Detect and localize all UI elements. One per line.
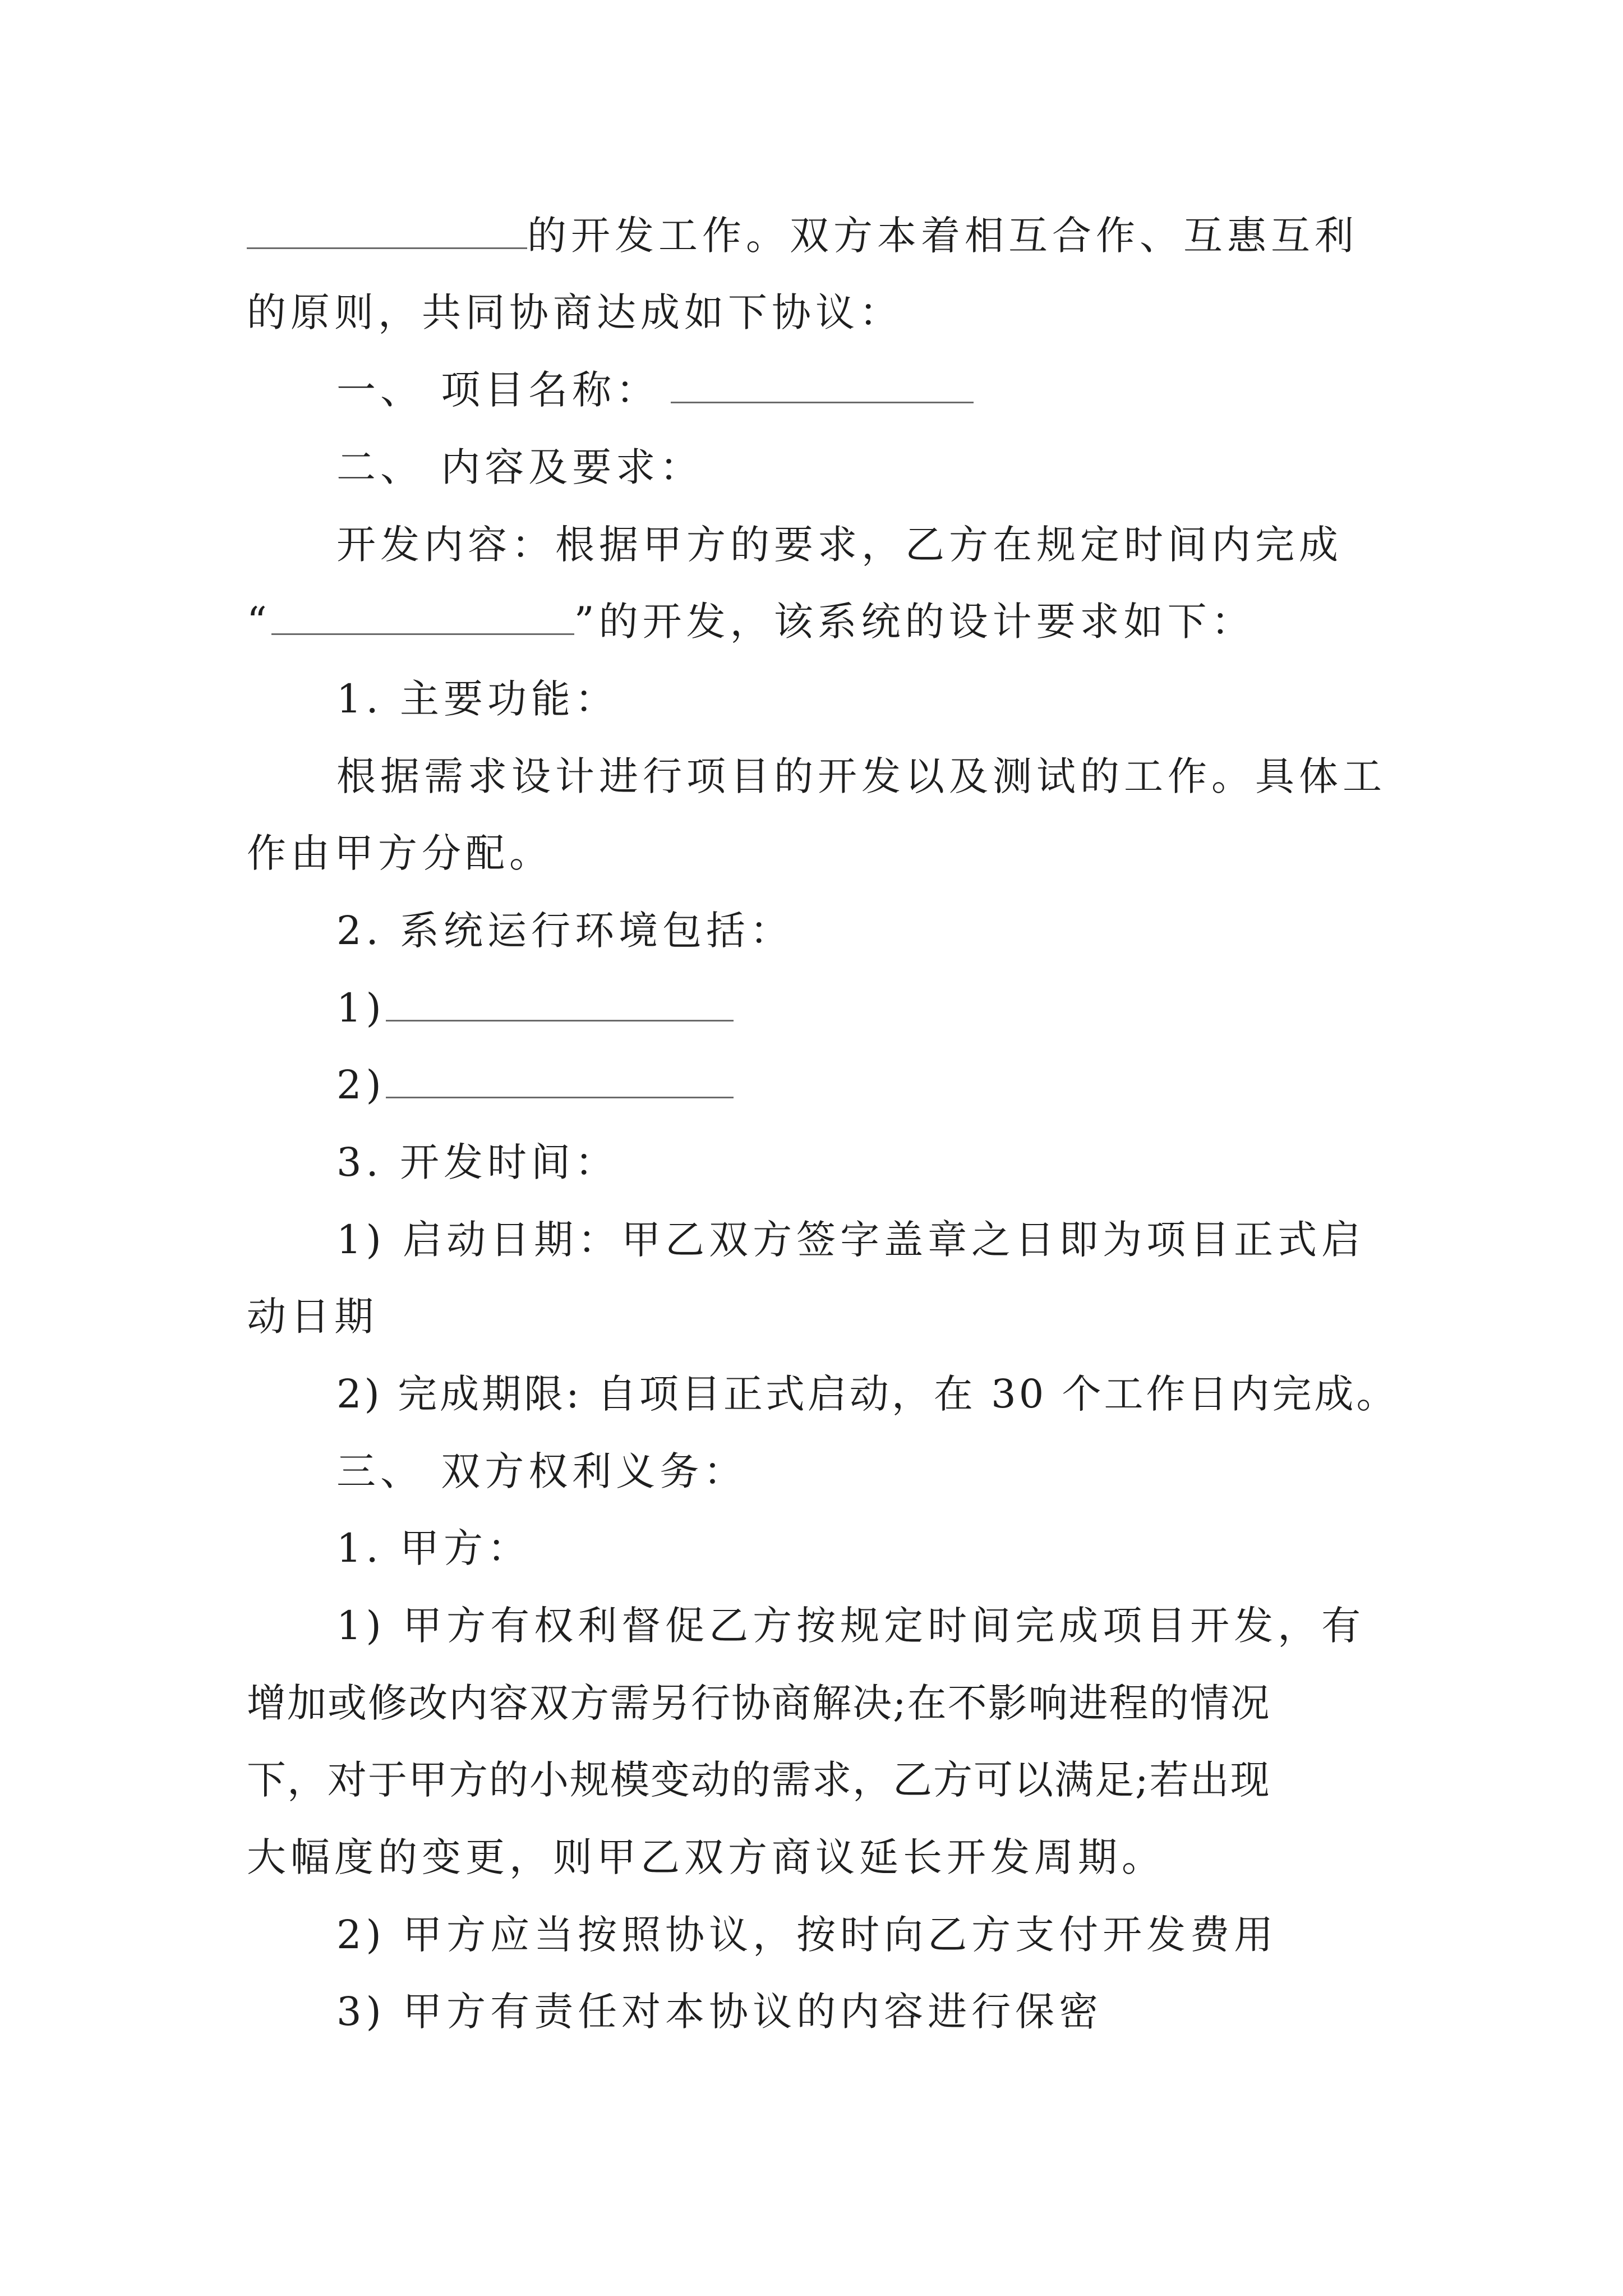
paragraph-line: 3) 甲方有责任对本协议的内容进行保密 xyxy=(336,1989,1103,2035)
paragraph-line: 动日期 xyxy=(247,1294,378,1340)
paragraph-line xyxy=(247,591,1255,652)
section-heading: 二、 内容及要求： xyxy=(336,444,704,490)
paragraph-line: 作由甲方分配。 xyxy=(247,830,553,876)
subheading: 3. 开发时间： xyxy=(336,1139,619,1185)
paragraph-line: 1) 甲方有权利督促乙方按规定时间完成项目开发，有 xyxy=(336,1603,1366,1649)
paragraph-line: 的原则，共同协商达成如下协议： xyxy=(247,289,903,335)
paragraph-line: 2) 甲方应当按照协议，按时向乙方支付开发费用 xyxy=(336,1912,1278,1958)
paragraph-line: 增加或修改内容双方需另行协商解决;在不影响进程的情况 xyxy=(247,1680,1271,1726)
open-quote: “ xyxy=(247,599,271,645)
blank-field-project-name xyxy=(671,367,974,403)
text: ”的开发，该系统的设计要求如下： xyxy=(574,599,1255,645)
label: 2) xyxy=(336,1062,386,1108)
paragraph-line: 根据需求设计进行项目的开发以及测试的工作。具体工 xyxy=(336,753,1386,799)
list-item xyxy=(336,1054,734,1116)
paragraph-line: 开发内容：根据甲方的要求，乙方在规定时间内完成 xyxy=(336,522,1343,568)
label: 1) xyxy=(336,985,386,1031)
text: 的开发工作。双方本着相互合作、互惠互利 xyxy=(527,213,1358,259)
blank-field-env-2 xyxy=(386,1062,734,1098)
paragraph-line: 1) 启动日期：甲乙双方签字盖章之日即为项目正式启 xyxy=(336,1217,1366,1263)
section-heading xyxy=(336,359,974,421)
blank-field-project xyxy=(247,213,527,249)
label: 一、 项目名称： xyxy=(336,367,660,413)
blank-field-system-name xyxy=(271,599,574,635)
blank-field-env-1 xyxy=(386,985,734,1022)
paragraph-line: 2) 完成期限: 自项目正式启动，在 30 个工作日内完成。 xyxy=(336,1371,1399,1417)
paragraph-line xyxy=(247,205,1358,266)
paragraph-line: 大幅度的变更，则甲乙双方商议延长开发周期。 xyxy=(247,1834,1165,1880)
paragraph-line: 下，对于甲方的小规模变动的需求，乙方可以满足;若出现 xyxy=(247,1757,1271,1803)
subheading: 2. 系统运行环境包括： xyxy=(336,908,794,954)
list-item xyxy=(336,977,734,1039)
subheading: 1. 主要功能： xyxy=(336,676,619,722)
subheading: 1. 甲方： xyxy=(336,1525,532,1571)
section-heading: 三、 双方权利义务： xyxy=(336,1448,748,1494)
